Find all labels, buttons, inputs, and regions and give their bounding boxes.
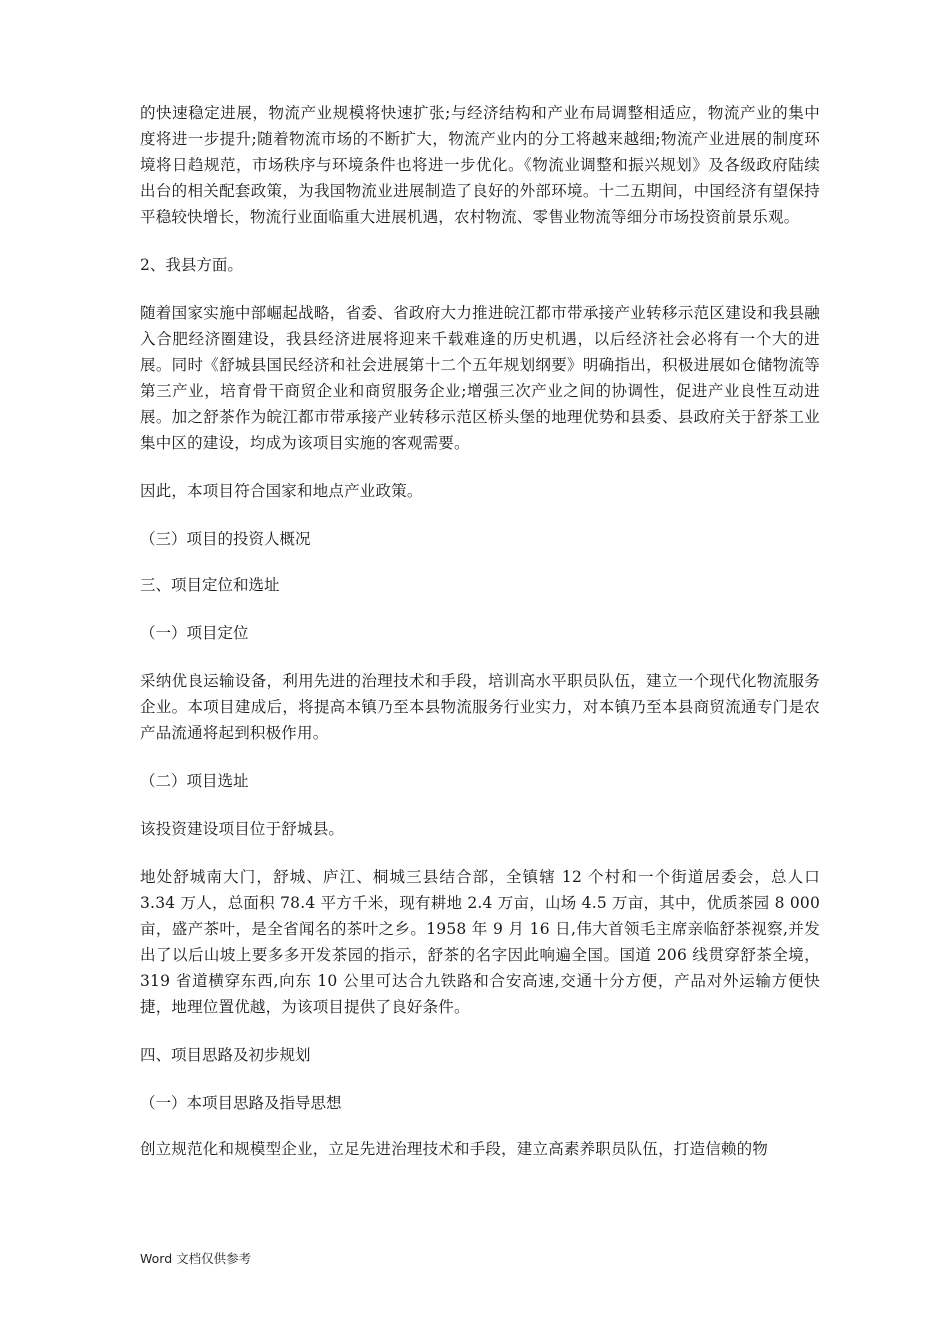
heading-section-4: 四、项目思路及初步规划 [140, 1046, 311, 1064]
page-footer: Word 文档仅供参考 [140, 1251, 252, 1266]
heading-county-aspect: 2、我县方面。 [140, 256, 243, 274]
paragraph-guiding-ideas: 创立规范化和规模型企业，立足先进治理技术和手段，建立高素养职员队伍，打造信赖的物 [140, 1140, 769, 1158]
paragraph-policy-conclusion: 因此，本项目符合国家和地点产业政策。 [140, 482, 423, 500]
heading-project-site: （二）项目选址 [140, 772, 249, 790]
heading-section-3: 三、项目定位和选址 [140, 576, 280, 594]
heading-guiding-ideas: （一）本项目思路及指导思想 [140, 1094, 342, 1112]
paragraph-site-details: 地处舒城南大门，舒城、庐江、桐城三县结合部，全镇辖 12 个村和一个街道居委会，总人口 3.34 万人，总面积 78.4 平方千米，现有耕地 2.4 万亩，山场 4.5 万亩，其中，优质茶园 8 000 亩，盛产茶叶，是全省闻名的茶叶之乡。1958 年 9 月 16 日,伟大首领毛主席亲临舒茶视察,并发出了以后山坡上要多多开发茶园的指示，舒茶的名字因此响遍全国。国道 206 线贯穿舒茶全境，319 省道横穿东西,向东 10 公里可达合九铁路和合安高速,交通十分方便，产品对外运输方便快捷，地理位置优越，为该项目提供了良好条件。 [140, 868, 820, 1016]
heading-investor-overview: （三）项目的投资人概况 [140, 530, 311, 548]
paragraph-site-location: 该投资建设项目位于舒城县。 [140, 820, 345, 838]
paragraph-logistics-outlook: 的快速稳定进展，物流产业规模将快速扩张;与经济结构和产业布局调整相适应，物流产业的集中度将进一步提升;随着物流市场的不断扩大，物流产业内的分工将越来越细;物流产业进展的制度环境将日趋规范，市场秩序与环境条件也将进一步优化。《物流业调整和振兴规划》及各级政府陆续出台的相关配套政策，为我国物流业进展制造了良好的外部环境。十二五期间，中国经济有望保持平稳较快增长，物流行业面临重大进展机遇，农村物流、零售业物流等细分市场投资前景乐观。 [140, 104, 820, 226]
paragraph-positioning: 采纳优良运输设备，利用先进的治理技术和手段，培训高水平职员队伍，建立一个现代化物流服务企业。本项目建成后，将提高本镇乃至本县物流服务行业实力，对本镇乃至本县商贸流通专门是农产品流通将起到积极作用。 [140, 672, 820, 742]
document-body [140, 100, 820, 1162]
paragraph-county-development: 随着国家实施中部崛起战略，省委、省政府大力推进皖江都市带承接产业转移示范区建设和我县融入合肥经济圈建设，我县经济进展将迎来千载难逢的历史机遇，以后经济社会必将有一个大的进展。同时《舒城县国民经济和社会进展第十二个五年规划纲要》明确指出，积极进展如仓储物流等第三产业，培育骨干商贸企业和商贸服务企业;增强三次产业之间的协调性，促进产业良性互动进展。加之舒茶作为皖江都市带承接产业转移示范区桥头堡的地理优势和县委、县政府关于舒茶工业集中区的建设，均成为该项目实施的客观需要。 [140, 304, 820, 452]
heading-project-positioning: （一）项目定位 [140, 624, 249, 642]
